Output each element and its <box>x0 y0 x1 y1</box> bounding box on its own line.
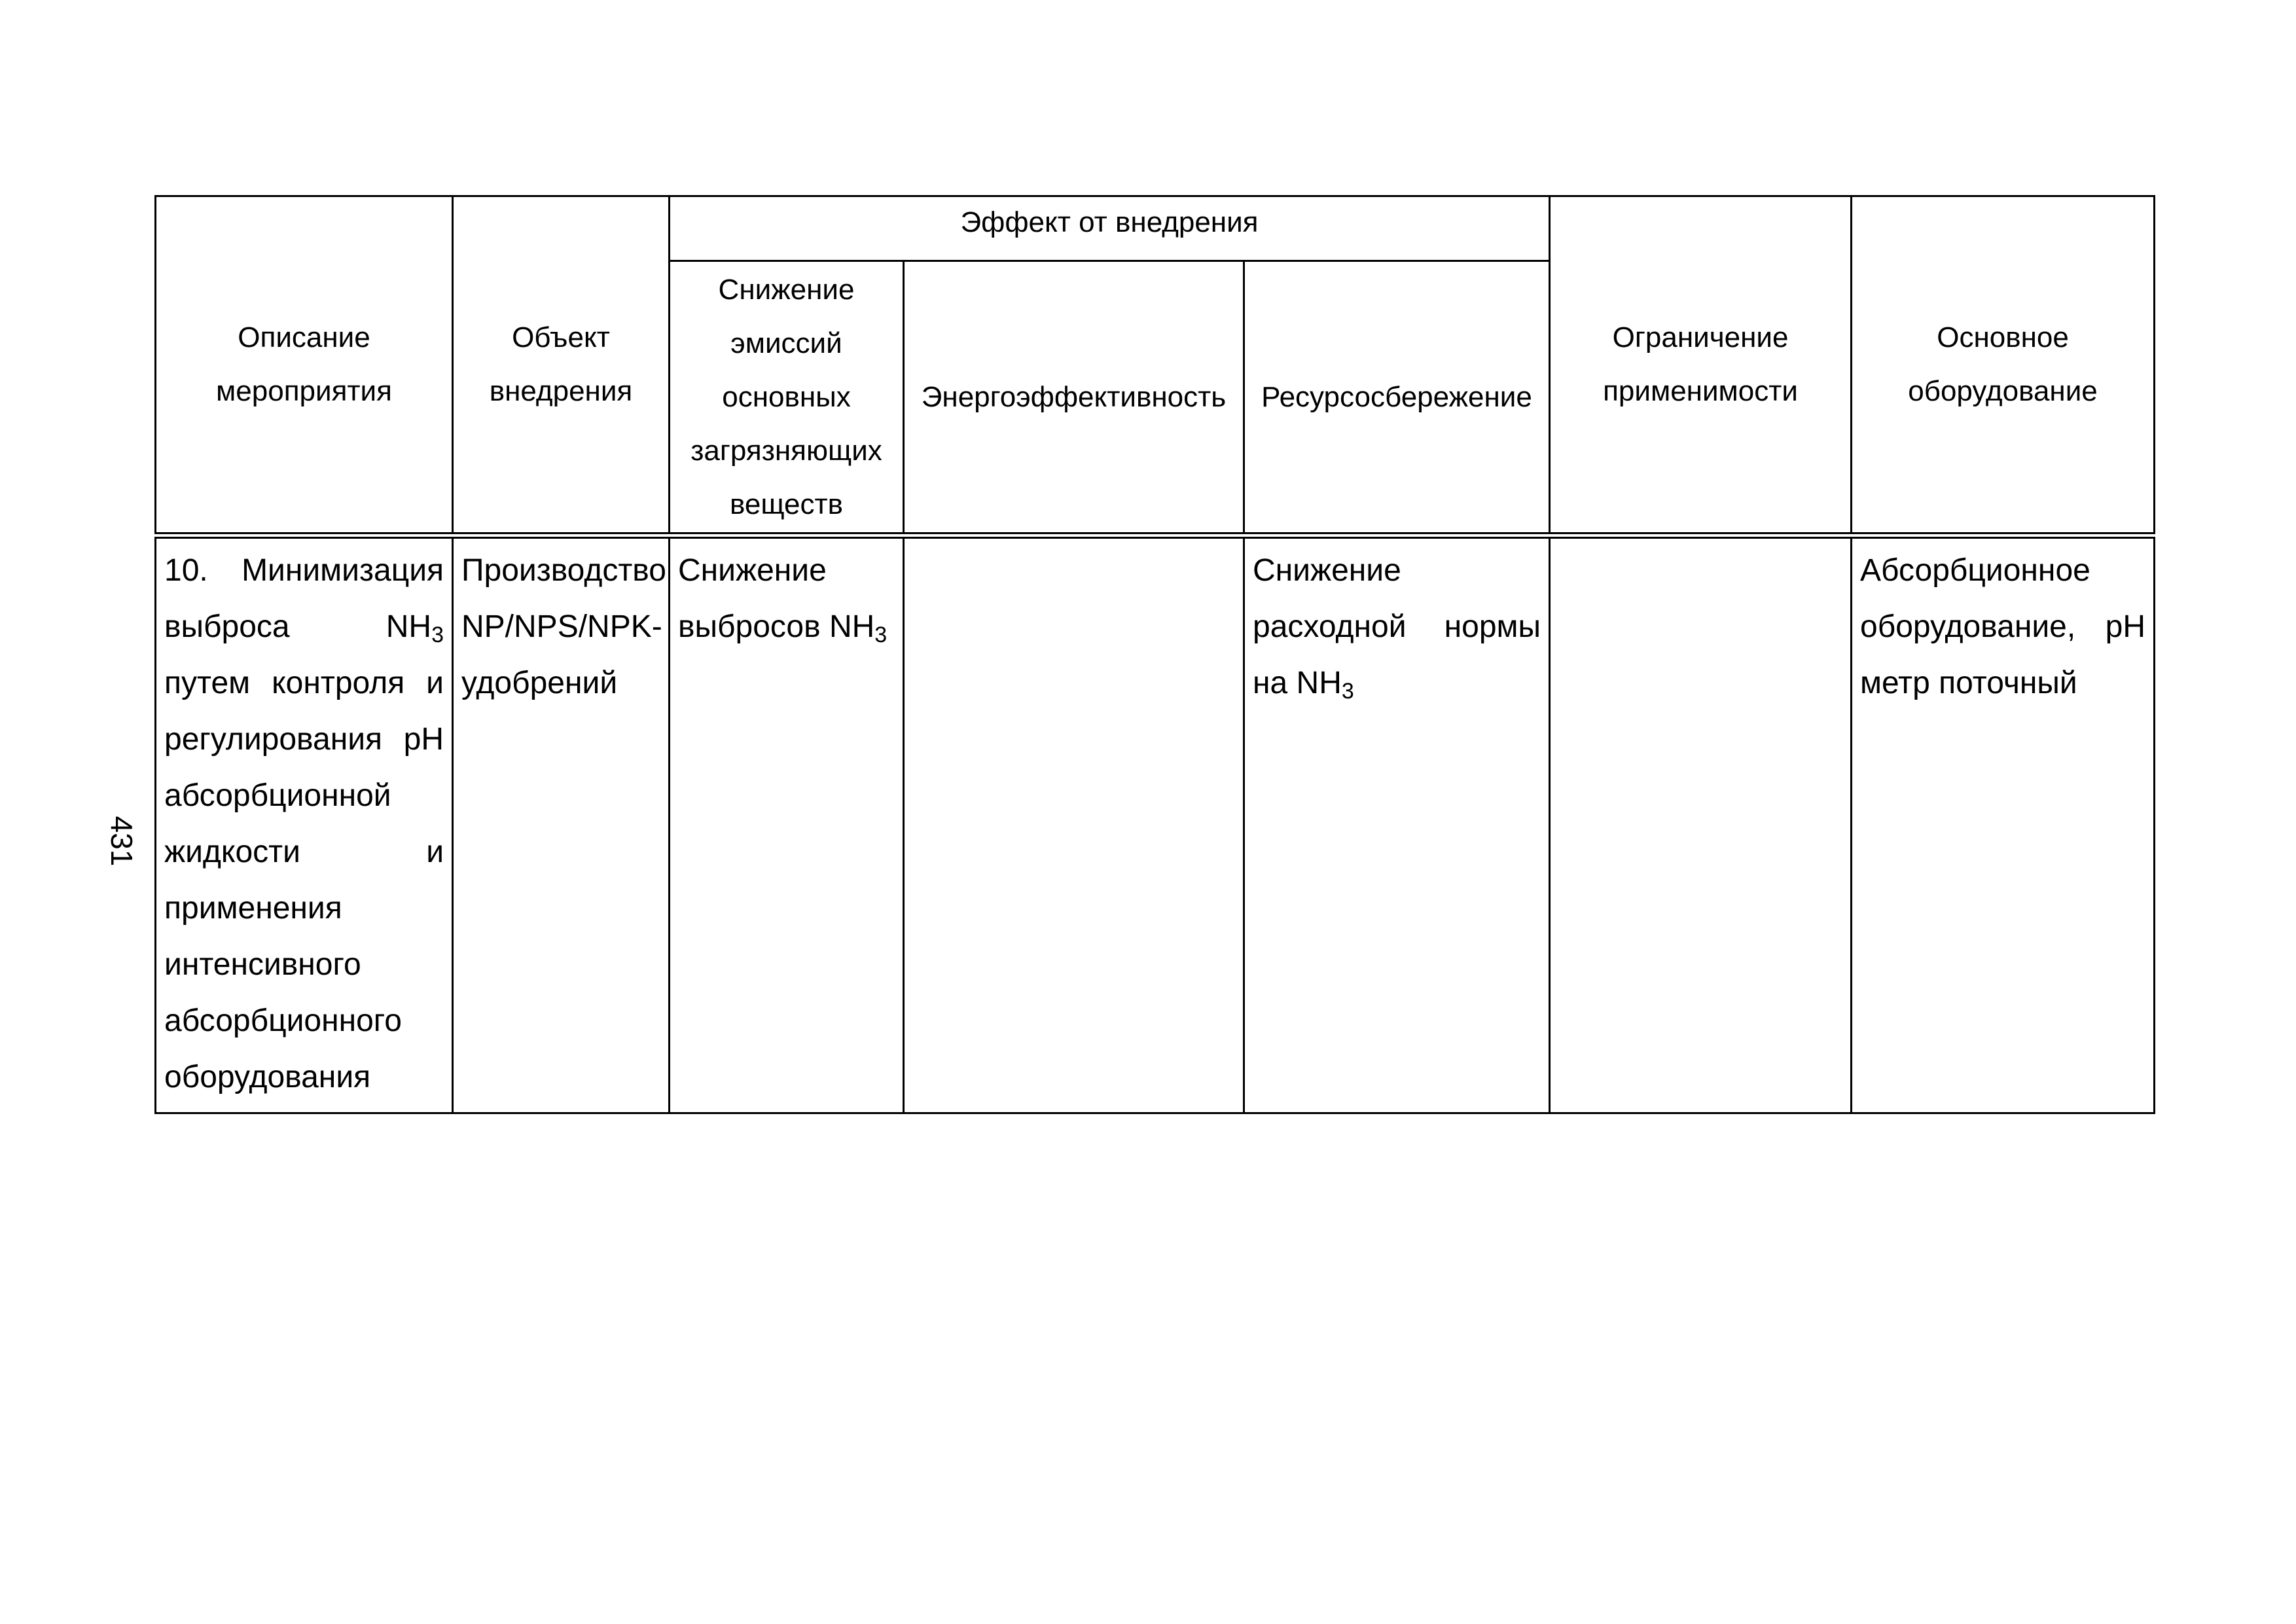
header-emission-reduction: Снижение эмиссий основных загрязняющих веществ <box>670 261 904 536</box>
header-applicability-limits: Ограничение применимости <box>1550 196 1852 536</box>
cell-resource-saving: Снижение расходной нормы на $NH_3$ <box>1244 535 1550 1113</box>
header-row-top <box>156 196 2155 261</box>
cell-object: Производство NP/NPS/NPK-удобрений <box>453 535 670 1113</box>
header-description: Описание мероприятия <box>156 196 453 536</box>
cell-energy-efficiency <box>904 535 1244 1113</box>
header-main-equipment: Основное оборудование <box>1852 196 2155 536</box>
header-resource-saving: Ресурсосбережение <box>1244 261 1550 536</box>
cell-applicability-limits <box>1550 535 1852 1113</box>
header-object: Объект внедрения <box>453 196 670 536</box>
measures-table <box>154 195 2155 1114</box>
cell-emission-reduction: Снижение выбросов $NH_3$ <box>670 535 904 1113</box>
page-number: 431 <box>105 816 139 867</box>
table-row <box>156 535 2155 1113</box>
header-effect-group: Эффект от внедрения <box>670 196 1550 261</box>
header-energy-efficiency: Энергоэффективность <box>904 261 1244 536</box>
cell-description: 10. Минимизация выброса $NH_3$ путем контроля и регулирования pH абсорбционной жидкости и применения интенсивного абсорбционного оборудования <box>156 535 453 1113</box>
cell-main-equipment: Абсорбционное оборудование, pH метр поточный <box>1852 535 2155 1113</box>
